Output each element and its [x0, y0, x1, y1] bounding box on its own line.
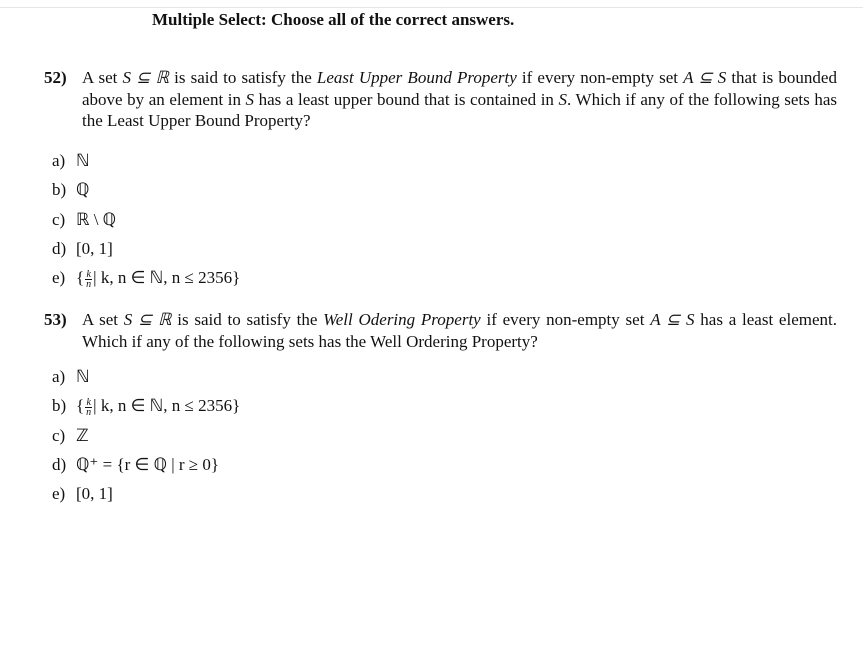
option-b[interactable]: b) { $\frac{k}{n}$ | k, n ∈ ℕ, n ≤ 2356}	[52, 396, 241, 418]
question-text: A set S ⊆ ℝ is said to satisfy the Least Upper Bound Property if every non-empty set A ⊆ S that is bounded above by an element in S has a least upper bound that is contained in S. Which if any of the following sets has the Least Upper Bound Property?	[82, 68, 838, 130]
options-list-53	[52, 366, 240, 512]
top-divider	[0, 7, 863, 8]
option-a[interactable]: a) ℕ	[52, 151, 90, 170]
option-c[interactable]: c) ℤ	[52, 425, 89, 445]
fraction: $\frac{k}{n}$	[86, 268, 92, 290]
property-name: Least Upper Bound Property	[316, 68, 517, 87]
math-expression: S ⊆ ℝ	[122, 68, 169, 87]
page-heading: Multiple Select: Choose all of the correct answers.	[152, 10, 515, 29]
fraction: $\frac{k}{n}$	[86, 396, 92, 418]
option-d[interactable]: d) [0, 1]	[52, 238, 113, 258]
math-expression: S ⊆ ℝ	[123, 310, 172, 329]
math-expression: A ⊆ S	[650, 310, 695, 329]
math-expression: A ⊆ S	[683, 68, 727, 87]
option-d[interactable]: d) ℚ⁺ = {r ∈ ℚ | r ≥ 0}	[52, 454, 220, 474]
options-list-52	[52, 150, 240, 296]
question-52	[44, 67, 837, 132]
option-c[interactable]: c) ℝ \ ℚ	[52, 209, 117, 229]
option-e[interactable]: e) { $\frac{k}{n}$ | k, n ∈ ℕ, n ≤ 2356}	[52, 268, 241, 290]
question-number: 52)	[44, 68, 67, 87]
option-b[interactable]: b) ℚ	[52, 180, 90, 200]
question-number: 53)	[44, 310, 67, 329]
option-e[interactable]: e) [0, 1]	[52, 484, 113, 504]
question-text: A set S ⊆ ℝ is said to satisfy the Well Odering Property if every non-empty set A ⊆ S has a least element. Which if any of the following sets has the Well Ordering Property?	[82, 310, 837, 351]
option-a[interactable]: a) ℕ	[52, 367, 90, 386]
question-53	[44, 309, 837, 352]
property-name: Well Odering Property	[323, 310, 481, 329]
